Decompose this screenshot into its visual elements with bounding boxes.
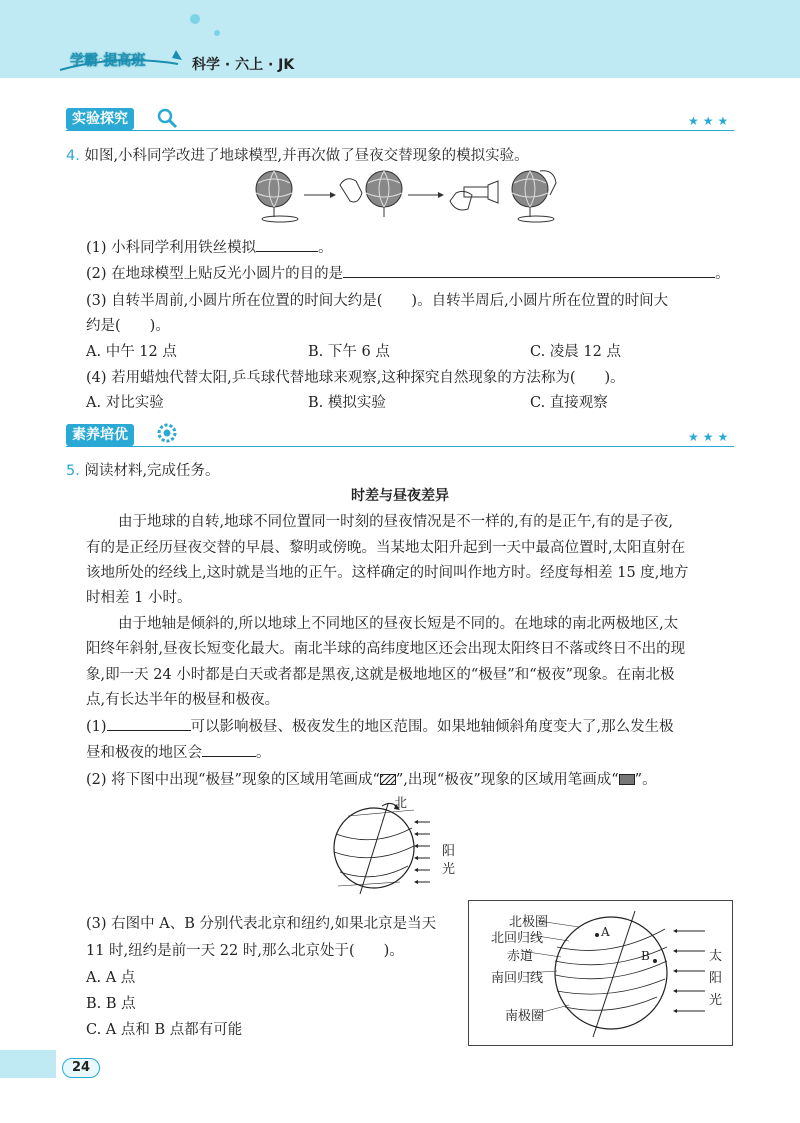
part-text: (2) 在地球模型上贴反光小圆片的目的是 [86,266,344,282]
task-2 [86,768,657,789]
question-4-part-2 [86,262,730,283]
option-c[interactable]: C. 凌晨 12 点 [530,344,621,360]
sunlight-label: 阳 [709,971,723,986]
shaded-pattern-icon [619,774,635,785]
section-title-literacy: 素养培优 [66,424,134,446]
article-line: 点,有长达半年的极昼和极夜。 [86,692,280,708]
sunlight-label: 阳 [442,844,456,859]
option-a[interactable]: A. 对比实验 [86,395,164,411]
difficulty-stars: ★★★ [688,430,733,444]
experiment-figure [250,165,560,227]
decor-dot [190,14,200,24]
article-line: 象,即一天 24 小时都是白天或者都是黑夜,这就是极地地区的“极昼”和“极夜”现象。在南北极 [86,667,675,683]
subject-label: 科学 · 六上 · JK [192,57,295,73]
section-title-experiment: 实验探究 [66,108,134,130]
question-text: 阅读材料,完成任务。 [84,463,220,479]
option-a[interactable]: A. 中午 12 点 [86,344,177,360]
answer-blank[interactable] [107,717,191,731]
brand-swoosh-icon [58,44,188,74]
question-4-part-3-cont: 约是( )。 [86,318,170,334]
section-divider [66,446,734,447]
article-line: 该地所处的经线上,这时就是当地的正午。这样确定的时间叫作地方时。经度每相差 15 度,地方 [86,565,689,581]
antarctic-circle-label: 南极圈 [505,1009,545,1024]
question-4-part-3: (3) 自转半周前,小圆片所在位置的时间大约是( )。自转半周后,小圆片所在位置的时间大 [86,293,669,309]
part-text: 可以影响极昼、极夜发生的地区范围。如果地轴倾斜角度变大了,那么发生极 [190,719,674,735]
equator-label: 赤道 [507,949,534,964]
question-text: 如图,小科同学改进了地球模型,并再次做了昼夜交替现象的模拟实验。 [84,148,529,164]
article-line: 由于地球的自转,地球不同位置同一时刻的昼夜情况是不一样的,有的是正午,有的是子夜, [118,514,673,530]
decor-dot [214,30,220,36]
page-tab [0,1050,56,1078]
part-text: (2) 将下图中出现“极昼”现象的区域用笔画成“ [86,772,380,788]
option-b[interactable]: B. 模拟实验 [308,395,386,411]
article-line: 由于地轴是倾斜的,所以地球上不同地区的昼夜长短是不同的。在地球的南北两极地区,太 [118,616,679,632]
part-text: (1) [86,719,107,735]
option-c[interactable]: C. A 点和 B 点都有可能 [86,1022,243,1038]
globe-model-icon [256,171,298,222]
part-text: 昼和极夜的地区会 [86,745,202,761]
question-number: 5. [66,463,80,479]
article-line: 时相差 1 小时。 [86,590,192,606]
question-5-stem [66,459,220,480]
option-b[interactable]: B. 下午 6 点 [308,344,390,360]
question-4-part-1 [86,236,333,257]
task-3: (3) 右图中 A、B 分别代表北京和纽约,如果北京是当天 [86,916,437,932]
question-4-stem [66,144,529,165]
tropic-of-capricorn-label: 南回归线 [491,971,544,986]
article-line: 有的是正经历昼夜交替的早晨、黎明或傍晚。当某地太阳升起到一天中最高位置时,太阳直射在 [86,540,686,556]
part-text: 。 [256,745,271,761]
hatch-pattern-icon [380,774,396,785]
task-1-cont [86,741,271,762]
point-b-label: B [641,949,650,963]
option-c[interactable]: C. 直接观察 [530,395,608,411]
north-label: 北 [394,796,408,811]
latitude-figure [468,900,733,1046]
arctic-circle-label: 北极圈 [509,915,549,930]
answer-blank[interactable] [256,238,318,252]
task-3-cont: 11 时,纽约是前一天 22 时,那么北京处于( )。 [86,943,404,959]
point-a-label: A [601,925,610,939]
part-text: ”,出现“极夜”现象的区域用笔画成“ [395,772,619,788]
brand-title: 学霸·提高班 [70,53,146,69]
part-text: (1) 小科同学利用铁丝模拟 [86,240,257,256]
question-number: 4. [66,148,80,164]
article-title: 时差与昼夜差异 [351,488,449,504]
option-b[interactable]: B. B 点 [86,996,136,1012]
globe-model-icon [512,171,556,222]
tropic-of-cancer-label: 北回归线 [491,931,544,946]
globe-hand-icon [340,171,402,217]
part-text: 。 [318,240,333,256]
gear-icon [156,422,178,444]
part-text: 。 [715,266,730,282]
section-divider [66,130,734,131]
part-text: ”。 [634,772,657,788]
question-4-part-4: (4) 若用蜡烛代替太阳,乒乓球代替地球来观察,这种探究自然现象的方法称为( )。 [86,370,625,386]
difficulty-stars: ★★★ [688,114,733,128]
sunlight-label: 光 [709,993,723,1008]
article-line: 阳终年斜射,昼夜长短变化最大。南北半球的高纬度地区还会出现太阳终日不落或终日不出的现 [86,641,686,657]
answer-blank[interactable] [343,264,715,278]
flashlight-icon [450,181,498,210]
task-1 [86,715,674,736]
page-number: 24 [62,1058,100,1078]
answer-blank[interactable] [202,743,256,757]
sunlight-label: 太 [709,949,723,964]
magnifier-icon [156,107,178,129]
sunlight-label: 光 [442,862,456,877]
option-a[interactable]: A. A 点 [86,970,136,986]
